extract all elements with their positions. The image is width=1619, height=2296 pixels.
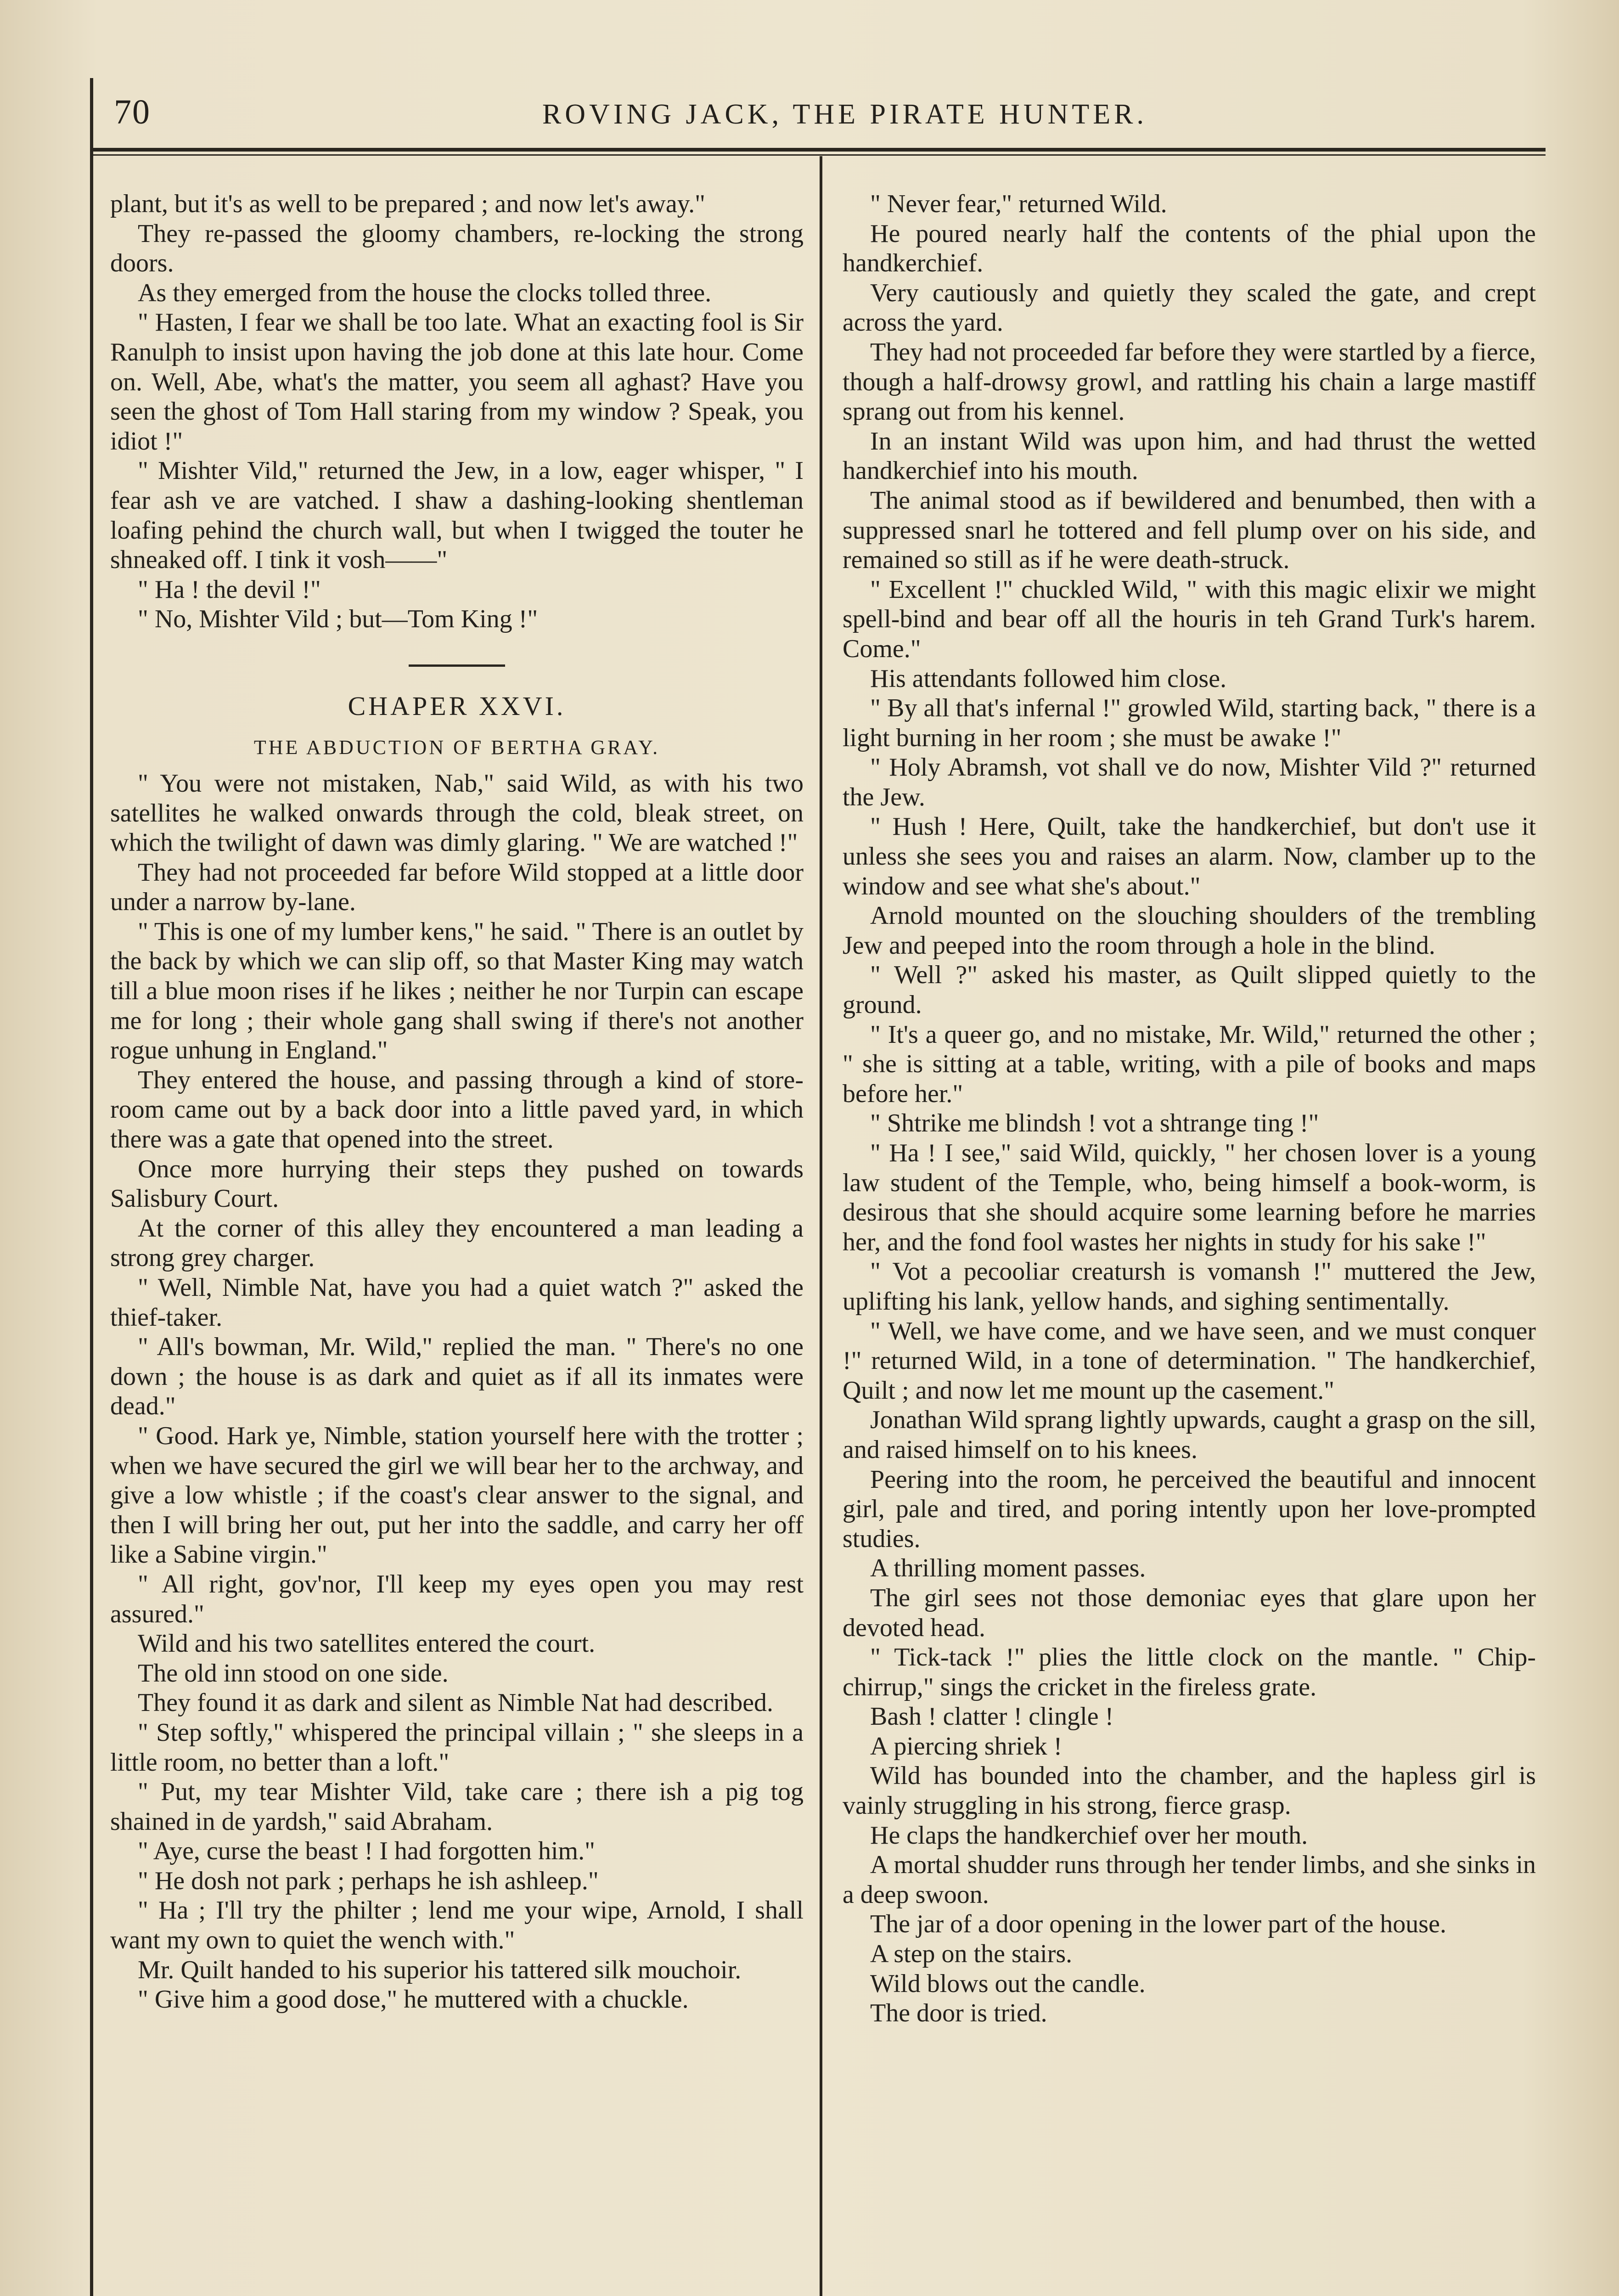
paragraph: " Never fear," returned Wild.: [870, 190, 1167, 218]
left-border-rule: [90, 78, 93, 2296]
paragraph: " All right, gov'nor, I'll keep my eyes open you may rest assured.": [110, 1570, 804, 1628]
paragraph: " Put, my tear Mishter Vild, take care ; there ish a pig tog shained in de yardsh," said Abraham.: [110, 1778, 804, 1836]
paragraph: The old inn stood on one side.: [138, 1659, 449, 1688]
paragraph: " Mishter Vild," returned the Jew, in a low, eager whisper, " I fear ash ve are vatched. I shaw a dashing-looking shentleman loafing pehind the church wall, but when I twigged the touter he shneaked off. I tink it vosh——": [110, 456, 804, 574]
paragraph: Jonathan Wild sprang lightly upwards, caught a grasp on the sill, and raised himself on to his knees.: [843, 1406, 1536, 1464]
paragraph: Bash ! clatter ! clingle !: [870, 1702, 1114, 1731]
paragraph: Peering into the room, he perceived the beautiful and innocent girl, pale and tired, and poring intently upon her love-prompted studies.: [843, 1465, 1536, 1553]
header-rule-thin: [90, 154, 1546, 156]
right-column: [843, 189, 1536, 2028]
column-divider: [820, 156, 822, 2296]
paragraph: Wild blows out the candle.: [870, 1969, 1146, 1998]
paragraph: " Holy Abramsh, vot shall ve do now, Mishter Vild ?" returned the Jew.: [843, 753, 1536, 811]
paragraph: A mortal shudder runs through her tender limbs, and she sinks in a deep swoon.: [843, 1851, 1536, 1909]
paragraph: " Shtrike me blindsh ! vot a shtrange ting !": [870, 1109, 1319, 1138]
paragraph: They re-passed the gloomy chambers, re-locking the strong doors.: [110, 219, 804, 278]
paragraph: " Well, Nimble Nat, have you had a quiet watch ?" asked the thief-taker.: [110, 1273, 804, 1332]
paragraph: They had not proceeded far before Wild stopped at a little door under a narrow by-lane.: [110, 858, 804, 917]
chapter-subheading: THE ABDUCTION OF BERTHA GRAY.: [253, 736, 660, 759]
page-number: 70: [114, 93, 151, 131]
paragraph: " You were not mistaken, Nab," said Wild, as with his two satellites he walked onwards through the cold, bleak street, on which the twilight of dawn was dimly glaring. " We are watched !": [110, 769, 804, 857]
paragraph: " This is one of my lumber kens," he said. " There is an outlet by the back by which we can slip off, so that Master King may watch till a blue moon rises if he likes ; neither he nor Turpin can escape me for long ; their whole gang shall swing if there's not another rogue unhung in England.": [110, 917, 804, 1065]
paragraph: The animal stood as if bewildered and benumbed, then with a suppressed snarl he tottered and fell plump over on his side, and remained so still as if he were death-struck.: [843, 486, 1536, 574]
left-column: [110, 189, 804, 2015]
paragraph: They entered the house, and passing through a kind of store-room came out by a back door into a little paved yard, in which there was a gate that opened into the street.: [110, 1065, 804, 1154]
paragraph: " He dosh not park ; perhaps he ish ashleep.": [138, 1866, 599, 1895]
paragraph: They had not proceeded far before they were startled by a fierce, though a half-drowsy growl, and rattling his chain a large mastiff sprang out from his kennel.: [843, 338, 1536, 426]
paragraph: A step on the stairs.: [870, 1940, 1073, 1969]
paragraph: " Hush ! Here, Quilt, take the handkerchief, but don't use it unless she sees you and raises an alarm. Now, clamber up to the window and see what she's about.": [843, 812, 1536, 900]
paragraph: Wild has bounded into the chamber, and the hapless girl is vainly struggling in his strong, fierce grasp.: [843, 1761, 1536, 1820]
right-paragraphs: [843, 189, 1536, 2028]
paragraph: Arnold mounted on the slouching shoulders of the trembling Jew and peeped into the room through a hole in the blind.: [843, 901, 1536, 960]
paragraph: Once more hurrying their steps they pushed on towards Salisbury Court.: [110, 1154, 804, 1213]
paragraph: " All's bowman, Mr. Wild," replied the man. " There's no one down ; the house is as dark and quiet as if all its inmates were dead.": [110, 1333, 804, 1421]
paragraph: " By all that's infernal !" growled Wild, starting back, " there is a light burning in her room ; she must be awake !": [843, 694, 1536, 752]
paragraph: The door is tried.: [870, 1999, 1047, 2028]
paragraph: He claps the handkerchief over her mouth.: [870, 1821, 1308, 1850]
paragraph: " Vot a pecooliar creatursh is vomansh !" muttered the Jew, uplifting his lank, yellow hands, and sighing sentimentally.: [843, 1257, 1536, 1316]
paragraph: A piercing shriek !: [870, 1732, 1062, 1761]
paragraph: " No, Mishter Vild ; but—Tom King !": [138, 605, 538, 634]
paragraph: A thrilling moment passes.: [870, 1554, 1146, 1583]
paragraph: The girl sees not those demoniac eyes that glare upon her devoted head.: [843, 1583, 1536, 1642]
paragraph: As they emerged from the house the clocks tolled three.: [138, 278, 712, 307]
section-break-rule: [409, 664, 505, 667]
paragraph: " Ha ! I see," said Wild, quickly, " her chosen lover is a young law student of the Temple, who, being himself a book-worm, is desirous that she should acquire some learning before he marries her, and the fond fool wastes her nights in study for his sake !": [843, 1139, 1536, 1256]
paragraph: " It's a queer go, and no mistake, Mr. Wild," returned the other ; " she is sitting at a table, writing, with a pile of books and maps before her.": [843, 1020, 1536, 1108]
left-paragraphs-after: [110, 769, 804, 2015]
paragraph: " Hasten, I fear we shall be too late. What an exacting fool is Sir Ranulph to insist upon having the job done at this late hour. Come on. Well, Abe, what's the matter, you seem all aghast? Have you seen the ghost of Tom Hall staring from my window ? Speak, you idiot !": [110, 308, 804, 456]
paragraph: Wild and his two satellites entered the court.: [138, 1629, 596, 1658]
paragraph: " Aye, curse the beast ! I had forgotten him.": [138, 1837, 595, 1866]
paragraph: Very cautiously and quietly they scaled the gate, and crept across the yard.: [843, 278, 1536, 337]
paragraph: " Tick-tack !" plies the little clock on the mantle. " Chip-chirrup," sings the cricket in the fireless grate.: [843, 1643, 1536, 1701]
paragraph: The jar of a door opening in the lower part of the house.: [870, 1910, 1446, 1939]
paragraph: " Ha ! the devil !": [138, 575, 321, 604]
paragraph: " Well ?" asked his master, as Quilt slipped quietly to the ground.: [843, 961, 1536, 1019]
header-rule: [90, 148, 1546, 152]
paragraph: Mr. Quilt handed to his superior his tattered silk mouchoir.: [138, 1955, 742, 1984]
paragraph: " Step softly," whispered the principal villain ; " she sleeps in a little room, no better than a loft.": [110, 1718, 804, 1777]
paragraph: " Excellent !" chuckled Wild, " with this magic elixir we might spell-bind and bear off all the houris in teh Grand Turk's harem. Come.": [843, 575, 1536, 663]
running-title: ROVING JACK, THE PIRATE HUNTER.: [542, 99, 1148, 130]
paragraph: plant, but it's as well to be prepared ; and now let's away.": [110, 190, 705, 218]
paragraph: " Good. Hark ye, Nimble, station yourself here with the trotter ; when we have secured the girl we will bear her to the archway, and give a low whistle ; if the coast's clear answer to the signal, and then I will bring her out, put her into the saddle, and carry her off like a Sabine virgin.": [110, 1421, 804, 1569]
paragraph: They found it as dark and silent as Nimble Nat had described.: [138, 1688, 774, 1717]
left-paragraphs-before: [110, 189, 804, 634]
paragraph: " Give him a good dose," he muttered with a chuckle.: [138, 1985, 689, 2014]
paragraph: He poured nearly half the contents of the phial upon the handkerchief.: [843, 219, 1536, 278]
paragraph: At the corner of this alley they encountered a man leading a strong grey charger.: [110, 1214, 804, 1272]
paragraph: " Ha ; I'll try the philter ; lend me your wipe, Arnold, I shall want my own to quiet the wench with.": [110, 1896, 804, 1955]
paragraph: In an instant Wild was upon him, and had thrust the wetted handkerchief into his mouth.: [843, 427, 1536, 485]
paragraph: " Well, we have come, and we have seen, and we must conquer !" returned Wild, in a tone of determination. " The handkerchief, Quilt ; and now let me mount up the casement.": [843, 1317, 1536, 1405]
paragraph: His attendants followed him close.: [870, 664, 1227, 693]
chapter-heading: CHAPER XXVI.: [348, 691, 566, 721]
